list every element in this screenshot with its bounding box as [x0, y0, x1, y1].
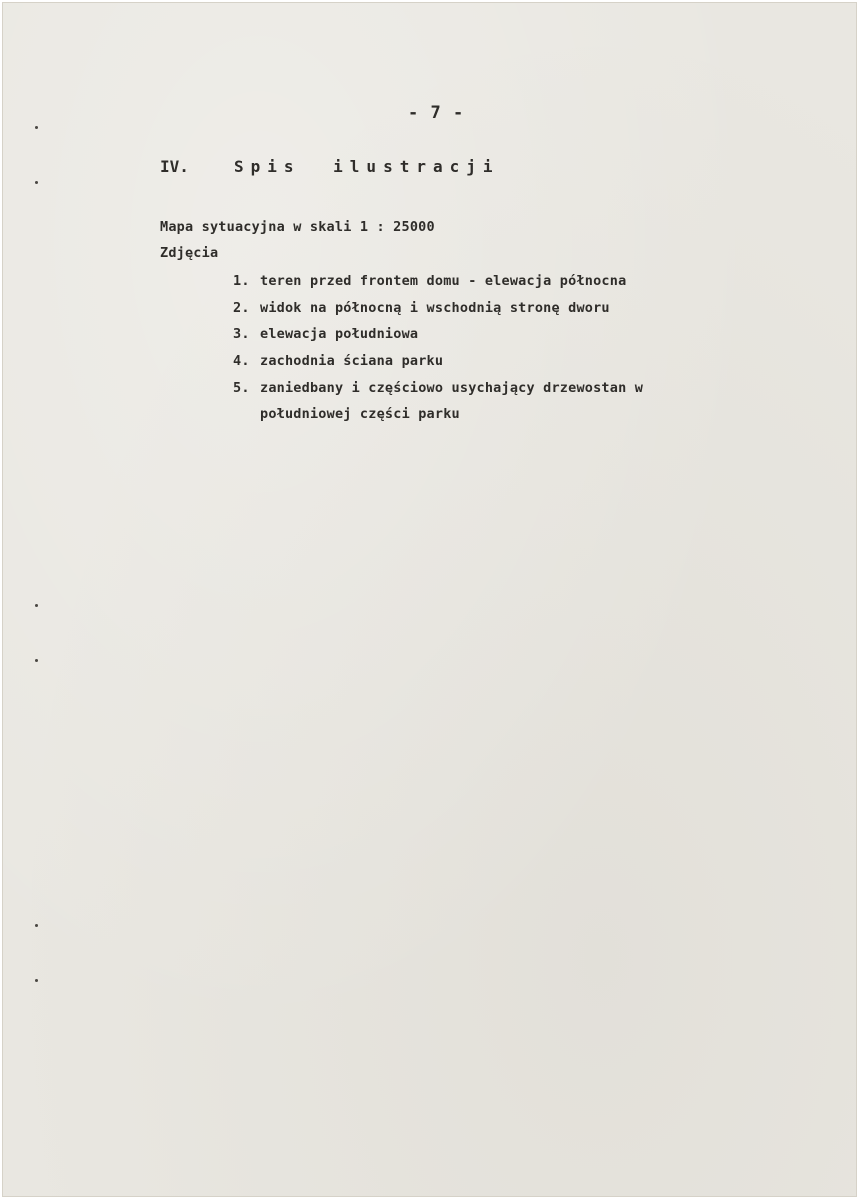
section-heading [160, 157, 500, 176]
list-item-number: 4. [233, 353, 250, 369]
binding-hole-mark [35, 126, 38, 129]
list-item-continuation: południowej części parku [260, 406, 460, 422]
binding-hole-mark [35, 604, 38, 607]
binding-hole-mark [35, 924, 38, 927]
section-numeral: IV. [160, 157, 189, 176]
document-page [2, 2, 857, 1197]
binding-hole-mark [35, 979, 38, 982]
list-item-text: zachodnia ściana parku [260, 353, 444, 369]
list-item [233, 380, 643, 396]
list-item-number: 5. [233, 380, 250, 396]
page-number: - 7 - [408, 103, 465, 123]
list-item-text: teren przed frontem domu - elewacja północna [260, 273, 627, 289]
list-item [233, 273, 626, 289]
list-item-text: widok na północną i wschodnią stronę dworu [260, 300, 610, 316]
list-item-number: 1. [233, 273, 250, 289]
list-item-number: 2. [233, 300, 250, 316]
list-item [233, 326, 418, 342]
list-item-text: elewacja południowa [260, 326, 419, 342]
list-item [233, 300, 610, 316]
list-item-number: 3. [233, 326, 250, 342]
photos-label: Zdjęcia [160, 245, 219, 261]
list-item-text: zaniedbany i częściowo usychający drzewostan w [260, 380, 644, 396]
binding-hole-mark [35, 659, 38, 662]
map-entry: Mapa sytuacyjna w skali 1 : 25000 [160, 219, 435, 235]
binding-hole-mark [35, 181, 38, 184]
list-item [233, 353, 443, 369]
section-title: Spis ilustracji [234, 157, 500, 176]
